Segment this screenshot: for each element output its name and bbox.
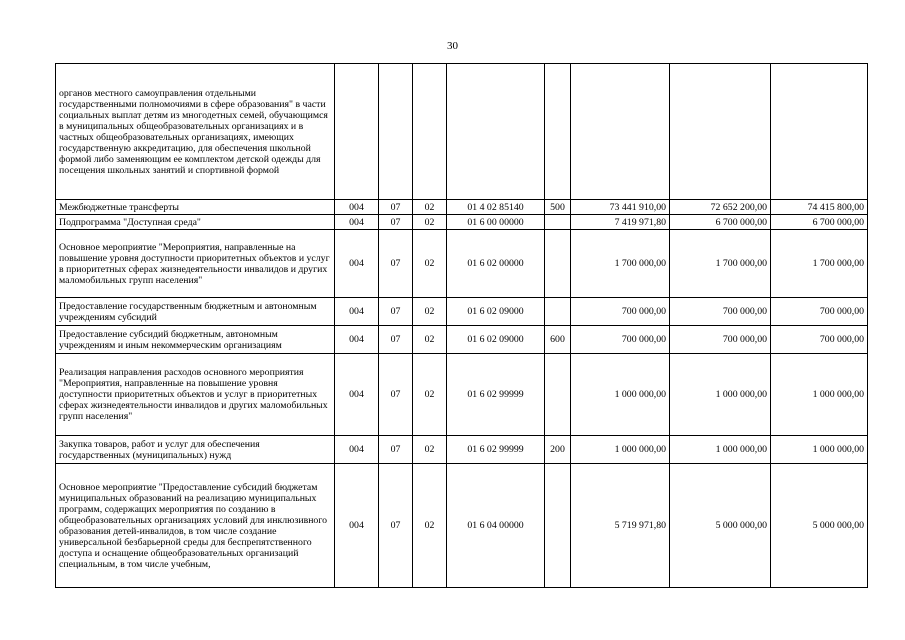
sum-year-1: 700 000,00 bbox=[571, 298, 670, 326]
expense-type-code bbox=[545, 464, 571, 588]
subsection-code bbox=[413, 64, 447, 200]
grbs-code: 004 bbox=[335, 326, 379, 354]
grbs-code: 004 bbox=[335, 200, 379, 215]
budget-table bbox=[55, 63, 868, 588]
sum-year-1: 73 441 910,00 bbox=[571, 200, 670, 215]
table-body bbox=[56, 64, 868, 588]
target-article-code: 01 6 02 09000 bbox=[447, 326, 545, 354]
section-code: 07 bbox=[379, 298, 413, 326]
sum-year-1 bbox=[571, 64, 670, 200]
section-code: 07 bbox=[379, 215, 413, 230]
sum-year-3: 6 700 000,00 bbox=[771, 215, 868, 230]
row-name: Межбюджетные трансферты bbox=[56, 200, 335, 215]
sum-year-3: 700 000,00 bbox=[771, 326, 868, 354]
grbs-code: 004 bbox=[335, 298, 379, 326]
table-row bbox=[56, 436, 868, 464]
row-name: Закупка товаров, работ и услуг для обеспечения государственных (муниципальных) нужд bbox=[56, 436, 335, 464]
table-row bbox=[56, 200, 868, 215]
table-row bbox=[56, 326, 868, 354]
grbs-code: 004 bbox=[335, 215, 379, 230]
subsection-code: 02 bbox=[413, 436, 447, 464]
sum-year-3: 700 000,00 bbox=[771, 298, 868, 326]
sum-year-3: 1 700 000,00 bbox=[771, 230, 868, 298]
expense-type-code bbox=[545, 230, 571, 298]
sum-year-2: 6 700 000,00 bbox=[670, 215, 771, 230]
expense-type-code: 600 bbox=[545, 326, 571, 354]
subsection-code: 02 bbox=[413, 200, 447, 215]
target-article-code bbox=[447, 64, 545, 200]
sum-year-2: 5 000 000,00 bbox=[670, 464, 771, 588]
grbs-code: 004 bbox=[335, 354, 379, 436]
sum-year-2: 1 700 000,00 bbox=[670, 230, 771, 298]
row-name: Реализация направления расходов основного мероприятия "Мероприятия, направленные на повышение уровня доступности приоритетных объектов и услуг в приоритетных сферах жизнедеятельности инвалидов и других маломобильных групп населения" bbox=[56, 354, 335, 436]
expense-type-code: 200 bbox=[545, 436, 571, 464]
sum-year-1: 5 719 971,80 bbox=[571, 464, 670, 588]
row-name: Предоставление субсидий бюджетным, автономным учреждениям и иным некоммерческим организациям bbox=[56, 326, 335, 354]
table-row bbox=[56, 298, 868, 326]
target-article-code: 01 6 04 00000 bbox=[447, 464, 545, 588]
row-name: Основное мероприятие "Предоставление субсидий бюджетам муниципальных образований на реализацию муниципальных программ, содержащих мероприятия по созданию в общеобразовательных организациях условий для инклюзивного образования детей-инвалидов, в том числе создание универсальной безбарьерной среды для беспрепятственного доступа и оснащение общеобразовательных организаций специальным, в том числе учебным, bbox=[56, 464, 335, 588]
subsection-code: 02 bbox=[413, 326, 447, 354]
grbs-code: 004 bbox=[335, 436, 379, 464]
sum-year-3: 5 000 000,00 bbox=[771, 464, 868, 588]
sum-year-2: 700 000,00 bbox=[670, 326, 771, 354]
sum-year-3: 1 000 000,00 bbox=[771, 436, 868, 464]
table-row bbox=[56, 64, 868, 200]
sum-year-3: 1 000 000,00 bbox=[771, 354, 868, 436]
sum-year-1: 1 000 000,00 bbox=[571, 436, 670, 464]
sum-year-2: 1 000 000,00 bbox=[670, 436, 771, 464]
expense-type-code bbox=[545, 298, 571, 326]
subsection-code: 02 bbox=[413, 298, 447, 326]
section-code: 07 bbox=[379, 354, 413, 436]
grbs-code: 004 bbox=[335, 464, 379, 588]
expense-type-code bbox=[545, 354, 571, 436]
sum-year-2: 1 000 000,00 bbox=[670, 354, 771, 436]
sum-year-1: 7 419 971,80 bbox=[571, 215, 670, 230]
subsection-code: 02 bbox=[413, 230, 447, 298]
subsection-code: 02 bbox=[413, 464, 447, 588]
section-code: 07 bbox=[379, 326, 413, 354]
grbs-code bbox=[335, 64, 379, 200]
sum-year-2 bbox=[670, 64, 771, 200]
sum-year-3: 74 415 800,00 bbox=[771, 200, 868, 215]
sum-year-2: 72 652 200,00 bbox=[670, 200, 771, 215]
target-article-code: 01 6 02 99999 bbox=[447, 354, 545, 436]
sum-year-1: 1 700 000,00 bbox=[571, 230, 670, 298]
section-code bbox=[379, 64, 413, 200]
expense-type-code bbox=[545, 64, 571, 200]
page-number: 30 bbox=[447, 40, 458, 52]
grbs-code: 004 bbox=[335, 230, 379, 298]
table-row bbox=[56, 230, 868, 298]
sum-year-1: 700 000,00 bbox=[571, 326, 670, 354]
target-article-code: 01 6 02 00000 bbox=[447, 230, 545, 298]
subsection-code: 02 bbox=[413, 215, 447, 230]
section-code: 07 bbox=[379, 230, 413, 298]
section-code: 07 bbox=[379, 464, 413, 588]
target-article-code: 01 6 02 09000 bbox=[447, 298, 545, 326]
table-row bbox=[56, 354, 868, 436]
row-name: Предоставление государственным бюджетным и автономным учреждениям субсидий bbox=[56, 298, 335, 326]
target-article-code: 01 6 02 99999 bbox=[447, 436, 545, 464]
sum-year-3 bbox=[771, 64, 868, 200]
table-row bbox=[56, 464, 868, 588]
table-row bbox=[56, 215, 868, 230]
target-article-code: 01 6 00 00000 bbox=[447, 215, 545, 230]
target-article-code: 01 4 02 85140 bbox=[447, 200, 545, 215]
expense-type-code: 500 bbox=[545, 200, 571, 215]
sum-year-2: 700 000,00 bbox=[670, 298, 771, 326]
row-name: Подпрограмма "Доступная среда" bbox=[56, 215, 335, 230]
subsection-code: 02 bbox=[413, 354, 447, 436]
section-code: 07 bbox=[379, 436, 413, 464]
row-name: Основное мероприятие "Мероприятия, направленные на повышение уровня доступности приоритетных объектов и услуг в приоритетных сферах жизнедеятельности инвалидов и других маломобильных групп населения" bbox=[56, 230, 335, 298]
row-name: органов местного самоуправления отдельными государственными полномочиями в сфере образования" в части социальных выплат детям из многодетных семей, обучающимся в муниципальных общеобразовательных организациях и в частных общеобразовательных организациях, имеющих государственную аккредитацию, для обеспечения школьной формой либо заменяющим ее комплектом детской одежды для посещения школьных занятий и спортивной формой bbox=[56, 64, 335, 200]
sum-year-1: 1 000 000,00 bbox=[571, 354, 670, 436]
expense-type-code bbox=[545, 215, 571, 230]
section-code: 07 bbox=[379, 200, 413, 215]
